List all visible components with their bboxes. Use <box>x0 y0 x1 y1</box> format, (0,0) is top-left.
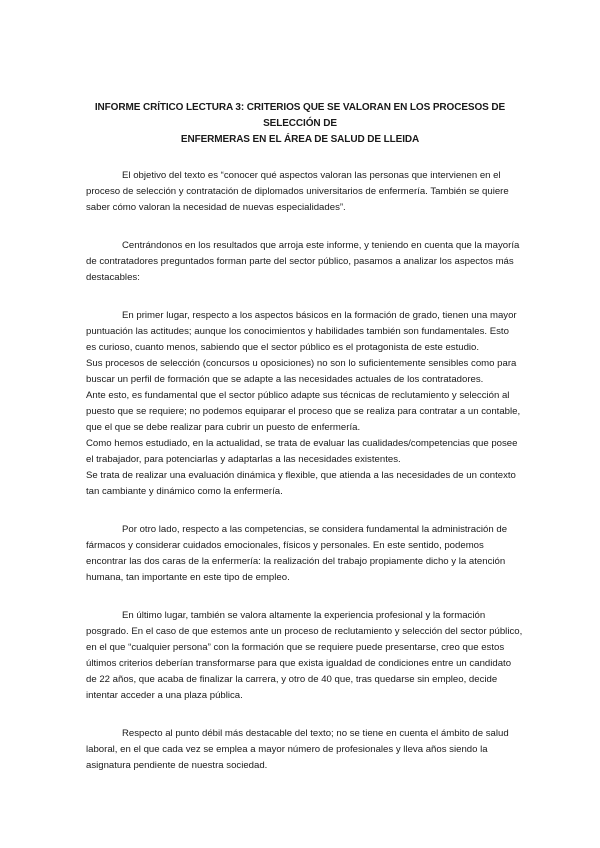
text-line: laboral, en el que cada vez se emplea a mayor número de profesionales y lleva años siendo la <box>86 744 488 755</box>
document-title <box>86 100 514 148</box>
title-line-2: ENFERMERAS EN EL ÁREA DE SALUD DE LLEIDA <box>180 134 420 145</box>
text-line: que el que se debe realizar para cubrir un puesto de enfermería. <box>86 422 361 433</box>
paragraph-weak-point <box>86 726 514 774</box>
paragraph-competencies <box>86 522 514 586</box>
text-line: asignatura pendiente de nuestra sociedad. <box>86 760 268 771</box>
text-line: Se trata de realizar una evaluación dinámica y flexible, que atienda a las necesidades de un contexto <box>86 470 516 481</box>
text-line: últimos criterios deberían transformarse para que exista igualdad de condiciones entre un candidato <box>86 658 512 669</box>
text-line: tan cambiante y dinámico como la enfermería. <box>86 486 283 497</box>
paragraph-first-point <box>86 308 521 500</box>
text-line: saber cómo valoran la necesidad de nuevas especialidades”. <box>86 202 346 213</box>
text-line: en el que “cualquier persona” con la formación que se requiere puede presentarse, creo que estos <box>86 642 505 653</box>
text-line: En primer lugar, respecto a los aspectos básicos en la formación de grado, tienen una mayor <box>122 310 517 321</box>
paragraph-last-point <box>86 608 523 704</box>
text-line: de 22 años, que acaba de finalizar la carrera, y otro de 40 que, tras quedarse sin empleo, decide <box>86 674 498 685</box>
text-line: Ante esto, es fundamental que el sector público adapte sus técnicas de reclutamiento y selección al <box>86 390 510 401</box>
paragraph-results-intro <box>86 238 520 286</box>
text-line: buscar un perfil de formación que se adapte a las necesidades actuales de los contratadores. <box>86 374 484 385</box>
text-line: puesto que se requiere; no podemos equiparar el proceso que se realiza para contratar a un contable, <box>86 406 521 417</box>
text-line: el trabajador, para potenciarlas y adaptarlas a las necesidades existentes. <box>86 454 401 465</box>
title-line-1: INFORME CRÍTICO LECTURA 3: CRITERIOS QUE SE VALORAN EN LOS PROCESOS DE SELECCIÓN DE <box>94 102 506 129</box>
text-line: Sus procesos de selección (concursos u oposiciones) no son lo suficientemente sensibles como para <box>86 358 517 369</box>
text-line: es curioso, cuanto menos, sabiendo que el sector público es el protagonista de este estudio. <box>86 342 480 353</box>
text-line: Por otro lado, respecto a las competencias, se considera fundamental la administración de <box>122 524 508 535</box>
text-line: Como hemos estudiado, en la actualidad, se trata de evaluar las cualidades/competencias que posee <box>86 438 518 449</box>
paragraph-objective <box>86 168 514 216</box>
text-line: puntuación las actitudes; aunque los conocimientos y habilidades también son fundamentales. Esto <box>86 326 509 337</box>
text-line: Respecto al punto débil más destacable del texto; no se tiene en cuenta el ámbito de salud <box>122 728 509 739</box>
text-line: fármacos y considerar cuidados emocionales, físicos y personales. En este sentido, podemos <box>86 540 484 551</box>
text-line: intentar acceder a una plaza pública. <box>86 690 243 701</box>
text-line: de contratadores preguntados forman parte del sector público, pasamos a analizar los aspectos más <box>86 256 514 267</box>
text-line: proceso de selección y contratación de diplomados universitarios de enfermería. También se quiere <box>86 186 509 197</box>
text-line: destacables: <box>86 272 140 283</box>
text-line: humana, tan importante en este tipo de empleo. <box>86 572 290 583</box>
text-line: encontrar las dos caras de la enfermería: la realización del trabajo propiamente dicho y la atención <box>86 556 506 567</box>
text-line: En último lugar, también se valora altamente la experiencia profesional y la formación <box>122 610 486 621</box>
text-line: Centrándonos en los resultados que arroja este informe, y teniendo en cuenta que la mayoría <box>122 240 520 251</box>
text-line: posgrado. En el caso de que estemos ante un proceso de reclutamiento y selección del sector público, <box>86 626 523 637</box>
text-line: El objetivo del texto es “conocer qué aspectos valoran las personas que intervienen en el <box>122 170 501 181</box>
